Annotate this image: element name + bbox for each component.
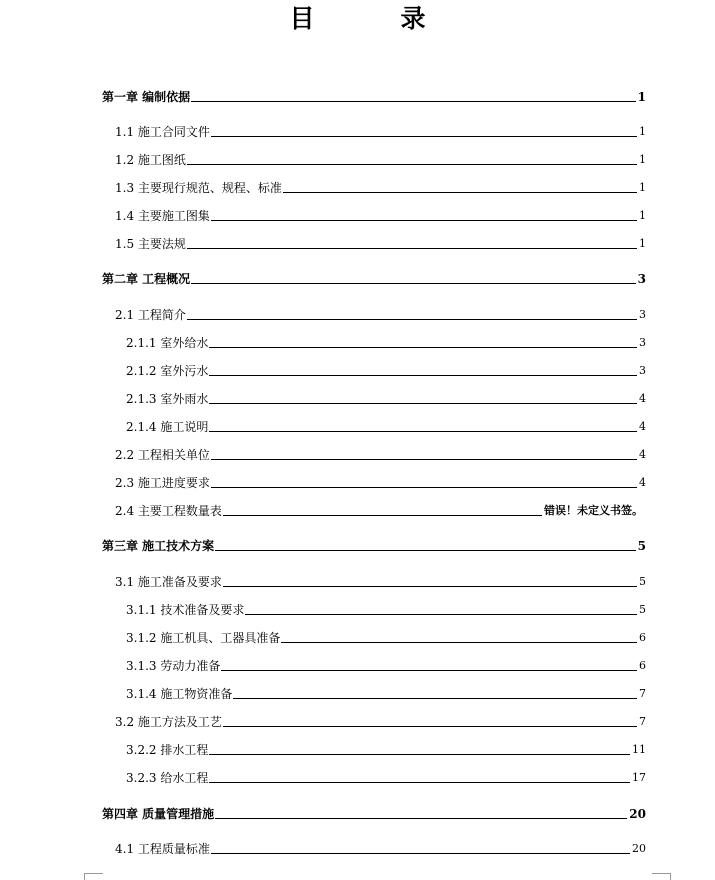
toc-leader-line <box>215 550 635 551</box>
toc-entry-label: 3.2.3 给水工程 <box>126 771 209 785</box>
toc-entry-page: 20 <box>629 807 646 821</box>
toc-entry-label: 3.1.4 施工物资准备 <box>126 687 233 701</box>
toc-entry[interactable] <box>115 502 643 518</box>
toc-entry[interactable] <box>115 179 646 195</box>
toc-leader-line <box>211 136 637 137</box>
toc-entry-label: 2.2 工程相关单位 <box>115 448 210 462</box>
toc-entry-label: 2.3 施工进度要求 <box>115 476 210 490</box>
toc-entry[interactable] <box>126 390 646 406</box>
toc-entry-label: 3.2.2 排水工程 <box>126 743 209 757</box>
toc-entry[interactable] <box>115 840 646 856</box>
toc-leader-line <box>209 754 630 755</box>
toc-entry-label: 1.1 施工合同文件 <box>115 125 210 139</box>
toc-entry-label: 1.5 主要法规 <box>115 237 186 251</box>
toc-entry-label: 4.1 工程质量标准 <box>115 842 210 856</box>
toc-entry-page: 17 <box>632 771 646 784</box>
toc-entry[interactable] <box>126 657 646 673</box>
toc-entry-page: 1 <box>639 209 646 222</box>
toc-entry-page: 7 <box>639 687 646 700</box>
toc-leader-line <box>209 375 637 376</box>
toc-entry[interactable] <box>102 805 646 821</box>
toc-entry[interactable] <box>126 362 646 378</box>
toc-entry-page: 5 <box>639 603 646 616</box>
toc-leader-line <box>245 614 637 615</box>
page-title-left: 目 <box>289 4 315 33</box>
toc-entry-page: 错误！未定义书签。 <box>544 504 643 517</box>
toc-entry-label: 第二章 工程概况 <box>102 272 191 286</box>
toc-entry-label: 2.1.2 室外污水 <box>126 364 209 378</box>
toc-entry-label: 2.1.4 施工说明 <box>126 420 209 434</box>
toc-leader-line <box>283 192 637 193</box>
toc-entry[interactable] <box>115 474 646 490</box>
toc-entry-label: 2.1.1 室外给水 <box>126 336 209 350</box>
toc-entry-label: 3.1 施工准备及要求 <box>115 575 222 589</box>
toc-entry[interactable] <box>115 207 646 223</box>
toc-entry-label: 2.1.3 室外雨水 <box>126 392 209 406</box>
toc-entry-page: 1 <box>639 125 646 138</box>
toc-entry[interactable] <box>115 235 646 251</box>
toc-entry-label: 第一章 编制依据 <box>102 90 191 104</box>
toc-entry-label: 第四章 质量管理措施 <box>102 807 215 821</box>
toc-entry[interactable] <box>126 418 646 434</box>
toc-entry[interactable] <box>102 537 646 553</box>
toc-leader-line <box>187 319 637 320</box>
toc-entry-page: 1 <box>639 181 646 194</box>
toc-entry-page: 3 <box>637 272 646 286</box>
toc-entry[interactable] <box>126 334 646 350</box>
toc-entry[interactable] <box>115 713 646 729</box>
toc-entry-label: 2.1 工程简介 <box>115 308 186 322</box>
toc-leader-line <box>209 782 630 783</box>
toc-entry-page: 4 <box>639 476 646 489</box>
toc-entry-page: 4 <box>639 420 646 433</box>
toc-entry-page: 4 <box>639 448 646 461</box>
toc-entry-page: 5 <box>639 575 646 588</box>
toc-entry[interactable] <box>115 123 646 139</box>
toc-leader-line <box>191 101 635 102</box>
toc-entry-page: 1 <box>637 90 646 104</box>
toc-entry-page: 3 <box>639 308 646 321</box>
toc-entry-page: 3 <box>639 364 646 377</box>
toc-entry-label: 1.2 施工图纸 <box>115 153 186 167</box>
toc-entry-page: 3 <box>639 336 646 349</box>
toc-entry-label: 3.2 施工方法及工艺 <box>115 715 222 729</box>
toc-entry-label: 3.1.1 技术准备及要求 <box>126 603 245 617</box>
toc-entry-page: 5 <box>637 539 646 553</box>
toc-entry-page: 6 <box>639 631 646 644</box>
toc-entry[interactable] <box>115 573 646 589</box>
toc-entry[interactable] <box>126 629 646 645</box>
toc-entry[interactable] <box>126 685 646 701</box>
toc-entry-page: 1 <box>639 153 646 166</box>
toc-entry-page: 20 <box>632 842 646 855</box>
toc-leader-line <box>187 164 637 165</box>
toc-entry[interactable] <box>115 151 646 167</box>
toc-entry-label: 3.1.2 施工机具、工器具准备 <box>126 631 281 645</box>
toc-entry-label: 1.4 主要施工图集 <box>115 209 210 223</box>
toc-entry-label: 3.1.3 劳动力准备 <box>126 659 221 673</box>
toc-leader-line <box>211 459 637 460</box>
toc-entry-page: 7 <box>639 715 646 728</box>
toc-leader-line <box>191 283 635 284</box>
toc-entry[interactable] <box>126 601 646 617</box>
page-title <box>0 4 715 38</box>
toc-entry-page: 1 <box>639 237 646 250</box>
toc-entry-page: 6 <box>639 659 646 672</box>
toc-leader-line <box>215 818 627 819</box>
toc-entry[interactable] <box>102 88 646 104</box>
toc-entry-page: 11 <box>632 743 646 756</box>
toc-entry[interactable] <box>115 446 646 462</box>
page-title-right: 录 <box>400 4 426 33</box>
toc-entry-label: 第三章 施工技术方案 <box>102 539 215 553</box>
toc-leader-line <box>211 220 637 221</box>
toc-leader-line <box>223 586 637 587</box>
toc-leader-line <box>211 487 637 488</box>
toc-entry[interactable] <box>126 741 646 757</box>
toc-entry[interactable] <box>115 306 646 322</box>
toc-leader-line <box>211 853 630 854</box>
toc-leader-line <box>209 347 637 348</box>
toc-leader-line <box>221 670 637 671</box>
toc-entry-label: 2.4 主要工程数量表 <box>115 504 222 518</box>
toc-leader-line <box>281 642 637 643</box>
toc-leader-line <box>209 403 637 404</box>
toc-leader-line <box>223 726 637 727</box>
toc-entry[interactable] <box>126 769 646 785</box>
toc-entry[interactable] <box>102 270 646 286</box>
toc-leader-line <box>187 248 637 249</box>
toc-leader-line <box>223 515 542 516</box>
toc-entry-page: 4 <box>639 392 646 405</box>
toc-entry-label: 1.3 主要现行规范、规程、标准 <box>115 181 282 195</box>
toc-leader-line <box>209 431 637 432</box>
toc-leader-line <box>233 698 637 699</box>
